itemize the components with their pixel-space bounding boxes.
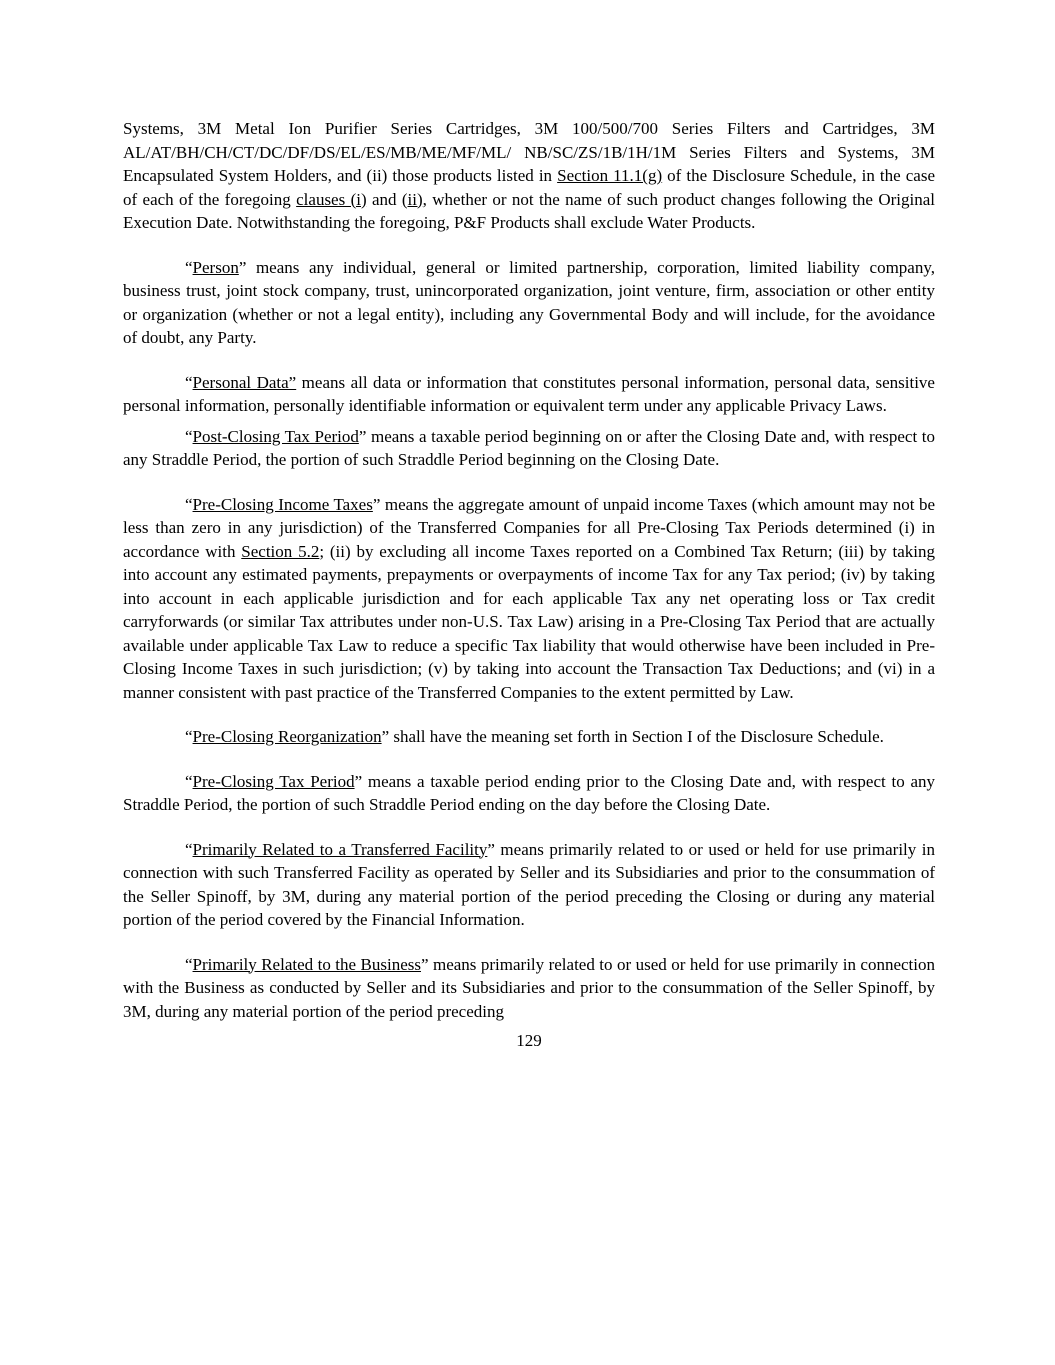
defined-term: Primarily Related to a Transferred Facility	[192, 839, 488, 859]
defined-term: Post-Closing Tax Period	[192, 426, 359, 446]
text-run: “	[185, 727, 193, 746]
text-run: “	[185, 494, 193, 514]
defined-term: Pre-Closing Tax Period	[192, 771, 355, 791]
text-run: ” means primarily related to or used or held for use primarily in connection with such Transferred Facility as operated by Seller and its Subsidiaries and prior to the consummation of the Seller Spinoff, by 3M, during any material portion of the period preceding the Closing or during any material portion of the period covered by the Financial Information.	[123, 839, 936, 929]
page-number: 129	[516, 1031, 542, 1050]
document-body	[123, 117, 935, 1053]
defined-term: Person	[192, 257, 239, 277]
defined-term: Section 11.1(g)	[557, 166, 663, 185]
paragraph	[123, 256, 935, 350]
defined-term: (ii)	[401, 189, 423, 209]
text-run: , whether or not the name of such product changes following the Original Execution Date. Notwithstanding the foregoing, P&F Products shall exclude Water Products.	[123, 189, 935, 232]
paragraph	[123, 425, 935, 472]
defined-term: Primarily Related to the Business	[192, 954, 421, 974]
paragraph	[123, 770, 935, 817]
paragraph	[123, 725, 935, 749]
text-run: “	[185, 771, 193, 791]
text-run: “	[185, 426, 193, 446]
text-run: and	[366, 189, 402, 209]
text-run: “	[185, 257, 193, 277]
text-run: ” means primarily related to or used or held for use primarily in connection with the Business as conducted by Seller and its Subsidiaries and prior to the consummation of the Seller Spinoff, by 3M, during any material portion of the period preceding	[123, 954, 935, 1021]
text-run: ” shall have the meaning set forth in Section I of the Disclosure Schedule.	[381, 727, 884, 746]
defined-term: Pre-Closing Reorganization	[192, 727, 382, 746]
defined-term: Personal Data”	[192, 372, 297, 392]
text-run: “	[185, 372, 193, 392]
paragraph	[123, 953, 935, 1024]
text-run: ; (ii) by excluding all income Taxes reported on a Combined Tax Return; (iii) by taking into account any estimated payments, prepayments or overpayments of income Tax for any Tax period; (iv) by taking into account in each applicable jurisdiction and for each applicable Tax any net operating loss or Tax credit carryforwards (or similar Tax attributes under non-U.S. Tax Law) arising in a Pre-Closing Tax Period that are actually available under applicable Tax Law to reduce a specific Tax liability that would otherwise have been included in Pre-Closing Income Taxes in such jurisdiction; (v) by taking into account the Transaction Tax Deductions; and (vi) in a manner consistent with past practice of the Transferred Companies to the extent permitted by Law.	[123, 541, 936, 702]
text-run: means all data or information that constitutes personal information, personal data, sensitive personal information, personally identifiable information or equivalent term under any applicable Privacy Laws.	[123, 372, 935, 415]
text-run: ” means a taxable period ending prior to the Closing Date and, with respect to any Straddle Period, the portion of such Straddle Period ending on the day before the Closing Date.	[123, 771, 935, 814]
text-run: “	[185, 839, 193, 859]
text-run: Systems, 3M Metal Ion Purifier Series Cartridges, 3M 100/500/700 Series Filters and Cartridges, 3M AL/AT/BH/CH/CT/DC/DF/DS/EL/ES/MB/ME/MF/ML/ NB/SC/ZS/1B/1H/1M Series Filters and Systems, 3M Encapsulated System Holders, and (ii) those products listed in	[123, 119, 935, 185]
defined-term: clauses (i)	[296, 189, 367, 209]
paragraph	[123, 117, 935, 235]
paragraph	[123, 838, 935, 932]
paragraph	[123, 493, 935, 705]
text-run: “	[185, 954, 193, 974]
defined-term: Section 5.2	[241, 541, 320, 561]
paragraph	[123, 371, 935, 418]
text-run: ” means a taxable period beginning on or after the Closing Date and, with respect to any Straddle Period, the portion of such Straddle Period beginning on the Closing Date.	[123, 426, 935, 469]
text-run: ” means the aggregate amount of unpaid income Taxes (which amount may not be less than zero in any jurisdiction) of the Transferred Companies for all Pre-Closing Tax Periods determined (i) in accordance with	[123, 494, 936, 561]
text-run: ” means any individual, general or limited partnership, corporation, limited liability company, business trust, joint stock company, trust, unincorporated organization, joint venture, firm, association or other entity or organization (whether or not a legal entity), including any Governmental Body and will include, for the avoidance of doubt, any Party.	[123, 257, 935, 347]
defined-term: Pre-Closing Income Taxes	[192, 494, 373, 514]
text-run: of the Disclosure Schedule, in the case of each of the foregoing	[123, 166, 936, 209]
